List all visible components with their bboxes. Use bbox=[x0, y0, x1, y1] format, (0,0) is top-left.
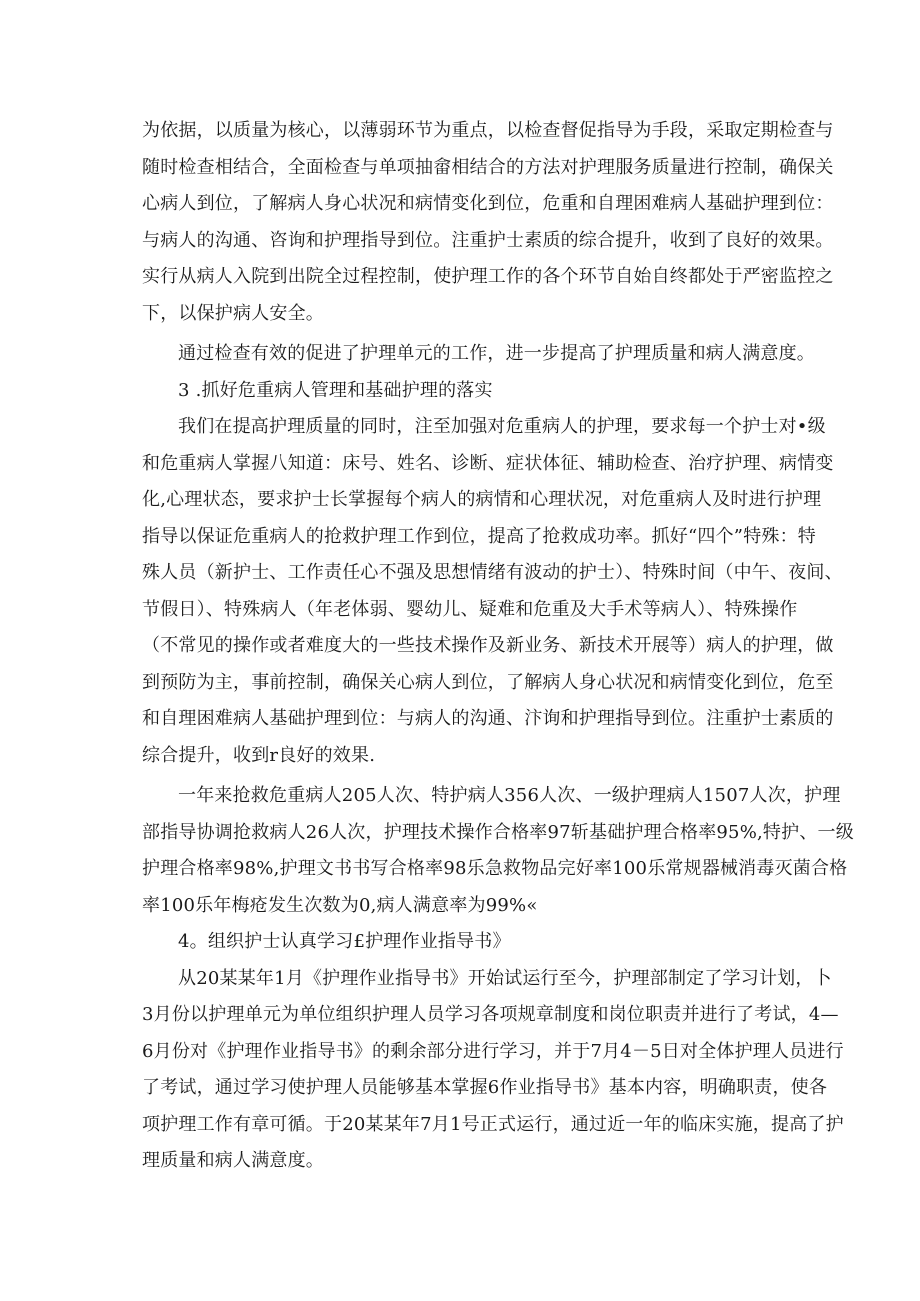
paragraph-quality-control bbox=[142, 113, 834, 332]
text-line: 随时检查相结合，全面检查与单项抽畲相结合的方法对护理服务质量进行控制，确保关 bbox=[142, 156, 834, 178]
paragraph-critical-care bbox=[142, 409, 843, 774]
section-heading-text: 3 .抓好危重病人管理和基础护理的落实 bbox=[178, 379, 493, 401]
text-line: 部指导协调抢救病人26人次，护理技术操作合格率97斩基础护理合格率95%,特护、一级 bbox=[142, 821, 854, 843]
text-line: 了考试，通过学习使护理人员能够基本掌握6作业指导书》基本内容，明确职责，使各 bbox=[142, 1077, 828, 1098]
text-line: 我们在提高护理质量的同时，注至加强对危重病人的护理，要求每一个护士对•级 bbox=[178, 416, 826, 437]
document-page bbox=[142, 113, 854, 1180]
paragraph-annual-statistics bbox=[142, 778, 854, 924]
text-line: 一年来抢救危重病人205人次、特护病人356人次、一级护理病人1507人次，护理 bbox=[178, 785, 841, 806]
text-line: 和危重病人掌握八知道：床号、姓名、诊断、症状体征、辅助检查、治疗护理、病情变 bbox=[142, 452, 834, 474]
text-line: 节假日）、特殊病人（年老体弱、婴幼儿、疑难和危重及大手术等病人）、特殊操作 bbox=[142, 598, 798, 620]
text-line: 下，以保护病人安全。 bbox=[142, 302, 324, 324]
text-line: 6月份对《护理作业指导书》的剩余部分进行学习，并于7月4－5日对全体护理人员进行 bbox=[142, 1040, 844, 1062]
text-line: 3月份以护理单元为单位组织护理人员学习各项规章制度和岗位职责并进行了考试，4— bbox=[142, 1004, 839, 1025]
text-line: 化,心理状态，要求护士长掌握每个病人的病情和心理状况，对危重病人及时进行护理 bbox=[142, 489, 822, 510]
section-heading-3 bbox=[142, 373, 782, 410]
text-line: 和自理困难病人基础护理到位：与病人的沟通、汴询和护理指导到位。注重护士素质的 bbox=[142, 708, 834, 729]
text-line: 指导以保证危重病人的抢救护理工作到位，提高了抢救成功率。抓好“四个”特殊：特 bbox=[142, 525, 817, 547]
text-line: 通过检查有效的促进了护理单元的工作，进一步提高了护理质量和病人满意度。 bbox=[178, 343, 815, 364]
text-line: 护理合格率98%,护理文书书写合格率98乐急救物品完好率100乐常规器械消毒灭菌合格 bbox=[142, 858, 848, 879]
text-line: 为依据，以质量为核心，以薄弱环节为重点，以检查督促指导为手段，采取定期检查与 bbox=[142, 120, 834, 141]
text-line: 与病人的沟通、咨询和护理指导到位。注重护士素质的综合提升，收到了良好的效果。 bbox=[142, 229, 834, 251]
text-line: 理质量和病人满意度。 bbox=[142, 1150, 324, 1171]
paragraph-guidebook-study bbox=[142, 961, 844, 1180]
text-line: 项护理工作有章可循。于20某某年7月1号正式运行，通过近一年的临床实施，提高了护 bbox=[142, 1113, 844, 1135]
text-line: 殊人员（新护士、工作责任心不强及思想情绪有波动的护士）、特殊时间（中午、夜间、 bbox=[142, 562, 843, 583]
text-line: 率100乐年梅疮发生次数为0,病人满意率为99%« bbox=[142, 894, 538, 916]
section-heading-text: 4。组织护士认真学习£护理作业指导书》 bbox=[178, 931, 511, 952]
paragraph-inspection-result bbox=[142, 336, 815, 373]
text-line: 实行从病人入院到出院全过程控制，使护理工作的各个环节自始自终都处于严密监控之 bbox=[142, 266, 834, 287]
text-line: 综合提升，收到r良好的效果. bbox=[142, 744, 376, 766]
text-line: 从20某某年1月《护理作业指导书》开始试运行至今，护理部制定了学习计划，卜 bbox=[178, 967, 832, 989]
section-heading-4 bbox=[142, 924, 782, 961]
text-line: 到预防为主，事前控制，确保关心病人到位，了解病人身心状况和病情变化到位，危至 bbox=[142, 671, 834, 693]
text-line: （不常见的操作或者难度大的一些技术操作及新业务、新技术开展等）病人的护理，做 bbox=[142, 635, 834, 656]
text-line: 心病人到位，了解病人身心状况和病情变化到位，危重和自理困难病人基础护理到位： bbox=[142, 193, 834, 214]
